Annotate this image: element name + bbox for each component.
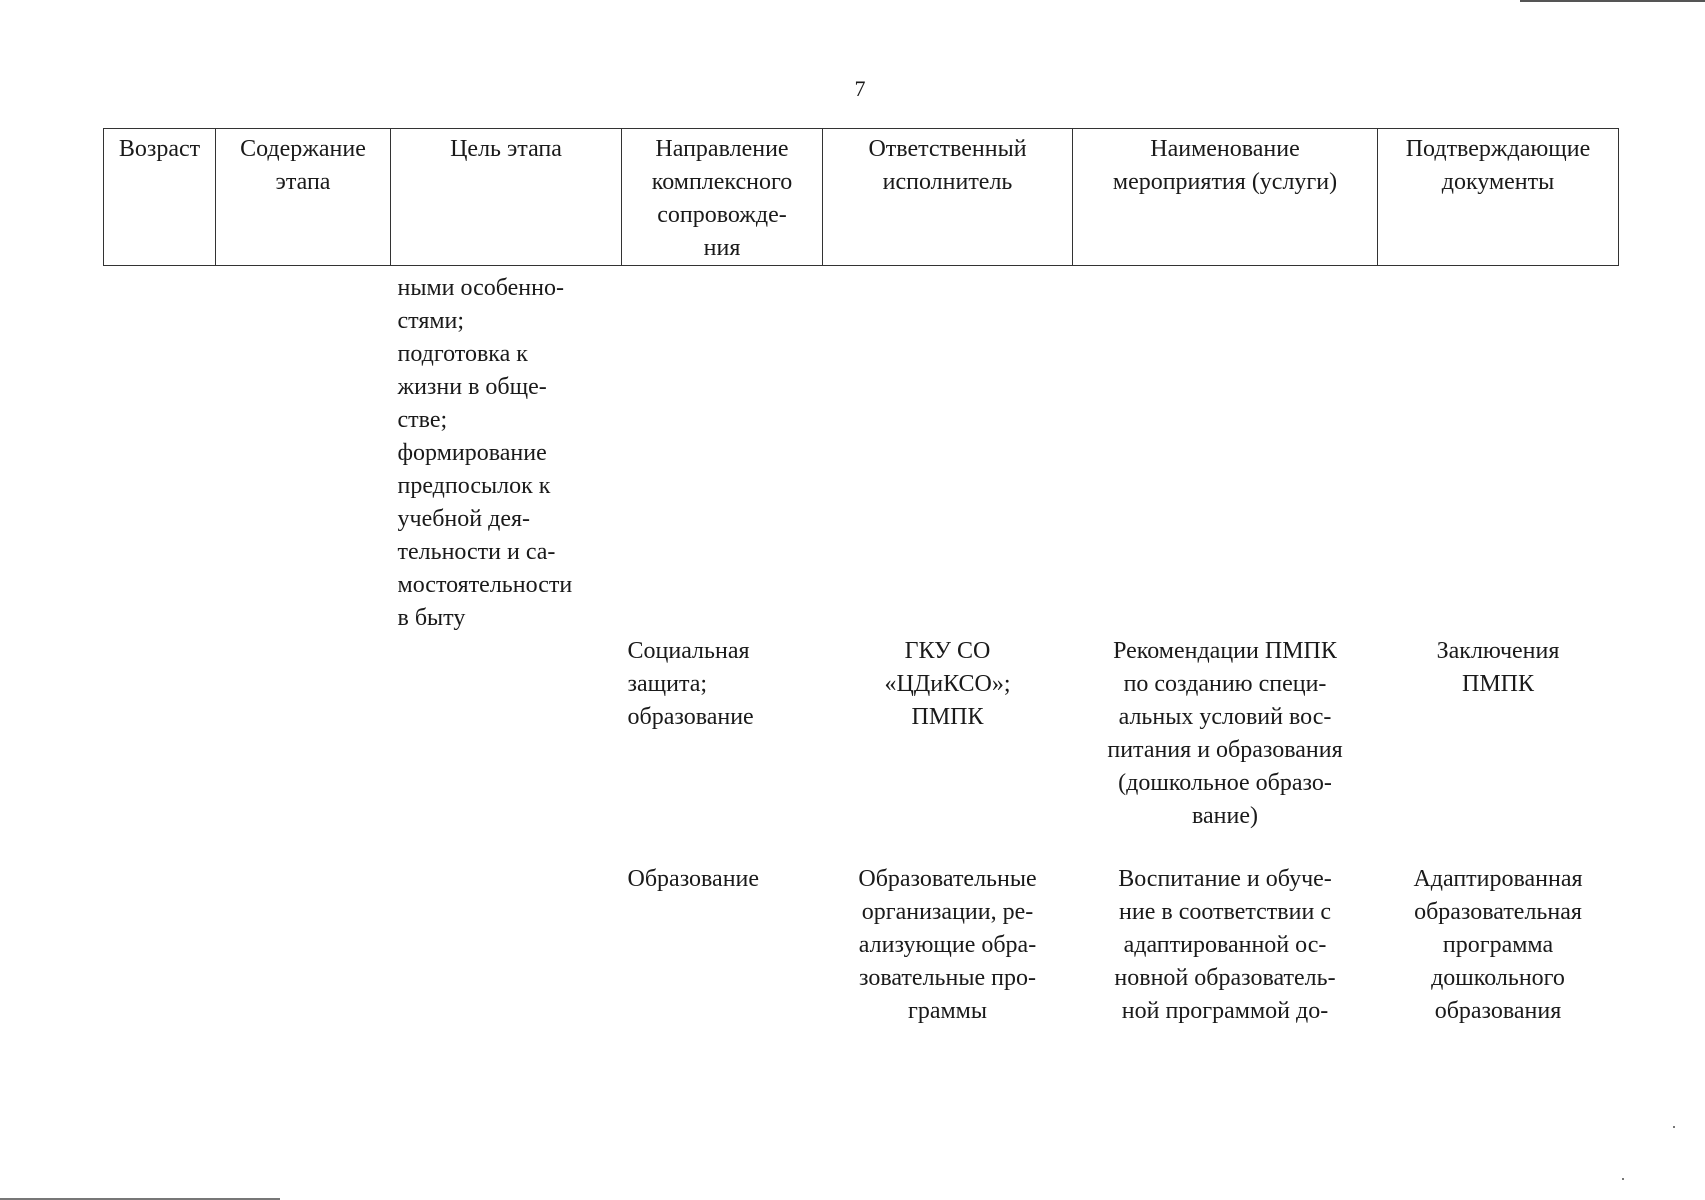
cell-documents: Заключения ПМПК <box>1436 638 1560 697</box>
cell-event: Рекомендации ПМПК по созданию специ- альных условий вос- питания и образования (дошкольное образо- вание) <box>1107 638 1343 829</box>
header-age: Возраст <box>104 129 216 266</box>
header-responsible-executor: Ответственный исполнитель <box>823 129 1073 266</box>
header-support-direction: Направление комплексного сопровожде- ния <box>622 129 823 266</box>
scan-speck <box>1622 1178 1624 1180</box>
scan-edge-mark-top <box>1520 0 1705 2</box>
table-row-continuation <box>104 266 1619 636</box>
table-header-row <box>104 129 1619 266</box>
table-row <box>104 635 1619 863</box>
header-stage-goal: Цель этапа <box>391 129 622 266</box>
cell-direction: Социальная защита; образование <box>627 638 754 730</box>
cell-executor: ГКУ СО «ЦДиКСО»; ПМПК <box>884 638 1011 730</box>
header-stage-content: Содержание этапа <box>216 129 391 266</box>
cell-direction: Образование <box>627 866 760 892</box>
header-confirming-documents: Подтверждающие документы <box>1378 129 1619 266</box>
page-number: 7 <box>854 76 866 101</box>
support-plan-table <box>103 128 1619 1028</box>
scan-speck <box>1673 1126 1675 1128</box>
stage-goal-continuation: ными особенно- стями; подготовка к жизни в обще- стве; формирование предпосылок к учебной дея- тельности и са- мостоятельности в быту <box>397 275 573 631</box>
table-row <box>104 863 1619 1028</box>
cell-event: Воспитание и обуче- ние в соответствии с адаптированной ос- новной образователь- ной программой до- <box>1114 866 1336 1024</box>
cell-documents: Адаптированная образовательная программа дошкольного образования <box>1413 866 1583 1024</box>
header-event-name: Наименование мероприятия (услуги) <box>1073 129 1378 266</box>
cell-executor: Образовательные организации, ре- ализующие обра- зовательные про- граммы <box>858 866 1037 1024</box>
